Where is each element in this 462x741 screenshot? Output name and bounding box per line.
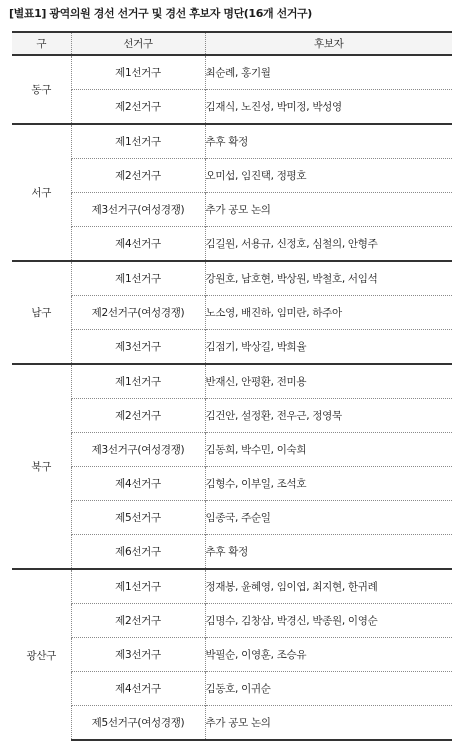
gu-cell: 북구	[12, 364, 71, 569]
table-header-row	[12, 32, 452, 55]
candidates-cell: 노소영, 배진하, 임미란, 하주아	[205, 296, 452, 330]
district-cell: 제3선거구(여성경쟁)	[71, 193, 205, 227]
candidates-cell: 임종국, 주순일	[205, 501, 452, 535]
document-title: [별표1] 광역의원 경선 선거구 및 경선 후보자 명단(16개 선거구)	[9, 7, 312, 20]
district-cell: 제1선거구	[71, 261, 205, 296]
candidates-cell: 정재봉, 윤혜영, 임이엽, 최지현, 한귀례	[205, 569, 452, 604]
district-cell: 제1선거구	[71, 55, 205, 90]
candidates-cell: 박필순, 이영훈, 조승유	[205, 638, 452, 672]
candidates-cell: 김재식, 노진성, 박미정, 박성영	[205, 90, 452, 125]
candidates-cell: 반재신, 안평환, 전미용	[205, 364, 452, 399]
district-cell: 제1선거구	[71, 124, 205, 159]
district-cell: 제2선거구(여성경쟁)	[71, 296, 205, 330]
district-cell: 제4선거구	[71, 227, 205, 262]
header-candidates: 후보자	[205, 32, 452, 55]
table-row	[12, 159, 452, 193]
gu-cell: 서구	[12, 124, 71, 261]
table-row	[12, 569, 452, 604]
district-cell: 제2선거구	[71, 399, 205, 433]
district-cell: 제6선거구	[71, 535, 205, 570]
table-body	[12, 55, 452, 740]
candidates-cell: 추후 확정	[205, 535, 452, 570]
candidate-table	[12, 31, 452, 741]
candidates-cell: 강원호, 남호현, 박상원, 박철호, 서임석	[205, 261, 452, 296]
gu-cell: 동구	[12, 55, 71, 124]
table-row	[12, 193, 452, 227]
table-row	[12, 638, 452, 672]
district-cell: 제1선거구	[71, 364, 205, 399]
table-row	[12, 433, 452, 467]
candidates-cell: 추후 확정	[205, 124, 452, 159]
candidates-cell: 김동호, 이귀순	[205, 672, 452, 706]
header-district: 선거구	[71, 32, 205, 55]
table-row	[12, 672, 452, 706]
candidates-cell: 최순례, 홍기월	[205, 55, 452, 90]
district-cell: 제2선거구	[71, 159, 205, 193]
table-row	[12, 124, 452, 159]
district-cell: 제2선거구	[71, 90, 205, 125]
table-row	[12, 467, 452, 501]
district-cell: 제5선거구	[71, 501, 205, 535]
header-gu: 구	[12, 32, 71, 55]
candidates-cell: 김형수, 이부일, 조석호	[205, 467, 452, 501]
district-cell: 제2선거구	[71, 604, 205, 638]
table-row	[12, 535, 452, 570]
table-row	[12, 296, 452, 330]
district-cell: 제5선거구(여성경쟁)	[71, 706, 205, 741]
candidates-cell: 김건안, 설정환, 전우근, 정영묵	[205, 399, 452, 433]
table-row	[12, 261, 452, 296]
district-cell: 제3선거구	[71, 330, 205, 365]
table-row	[12, 706, 452, 741]
district-cell: 제4선거구	[71, 672, 205, 706]
table-row	[12, 90, 452, 125]
table-row	[12, 227, 452, 262]
candidates-cell: 김동희, 박수민, 이숙희	[205, 433, 452, 467]
candidates-cell: 오미섭, 임진택, 정평호	[205, 159, 452, 193]
district-cell: 제3선거구(여성경쟁)	[71, 433, 205, 467]
table-row	[12, 399, 452, 433]
table-row	[12, 604, 452, 638]
candidates-cell: 추가 공모 논의	[205, 706, 452, 741]
candidates-cell: 김길원, 서용규, 신정호, 심철의, 안형주	[205, 227, 452, 262]
district-cell: 제1선거구	[71, 569, 205, 604]
table-row	[12, 55, 452, 90]
table-row	[12, 364, 452, 399]
district-cell: 제4선거구	[71, 467, 205, 501]
gu-cell: 광산구	[12, 569, 71, 740]
gu-cell: 남구	[12, 261, 71, 364]
table-row	[12, 501, 452, 535]
district-cell: 제3선거구	[71, 638, 205, 672]
candidates-cell: 김명수, 김창삼, 박경신, 박종원, 이영순	[205, 604, 452, 638]
candidates-cell: 추가 공모 논의	[205, 193, 452, 227]
table-row	[12, 330, 452, 365]
candidates-cell: 김점기, 박상길, 박희율	[205, 330, 452, 365]
